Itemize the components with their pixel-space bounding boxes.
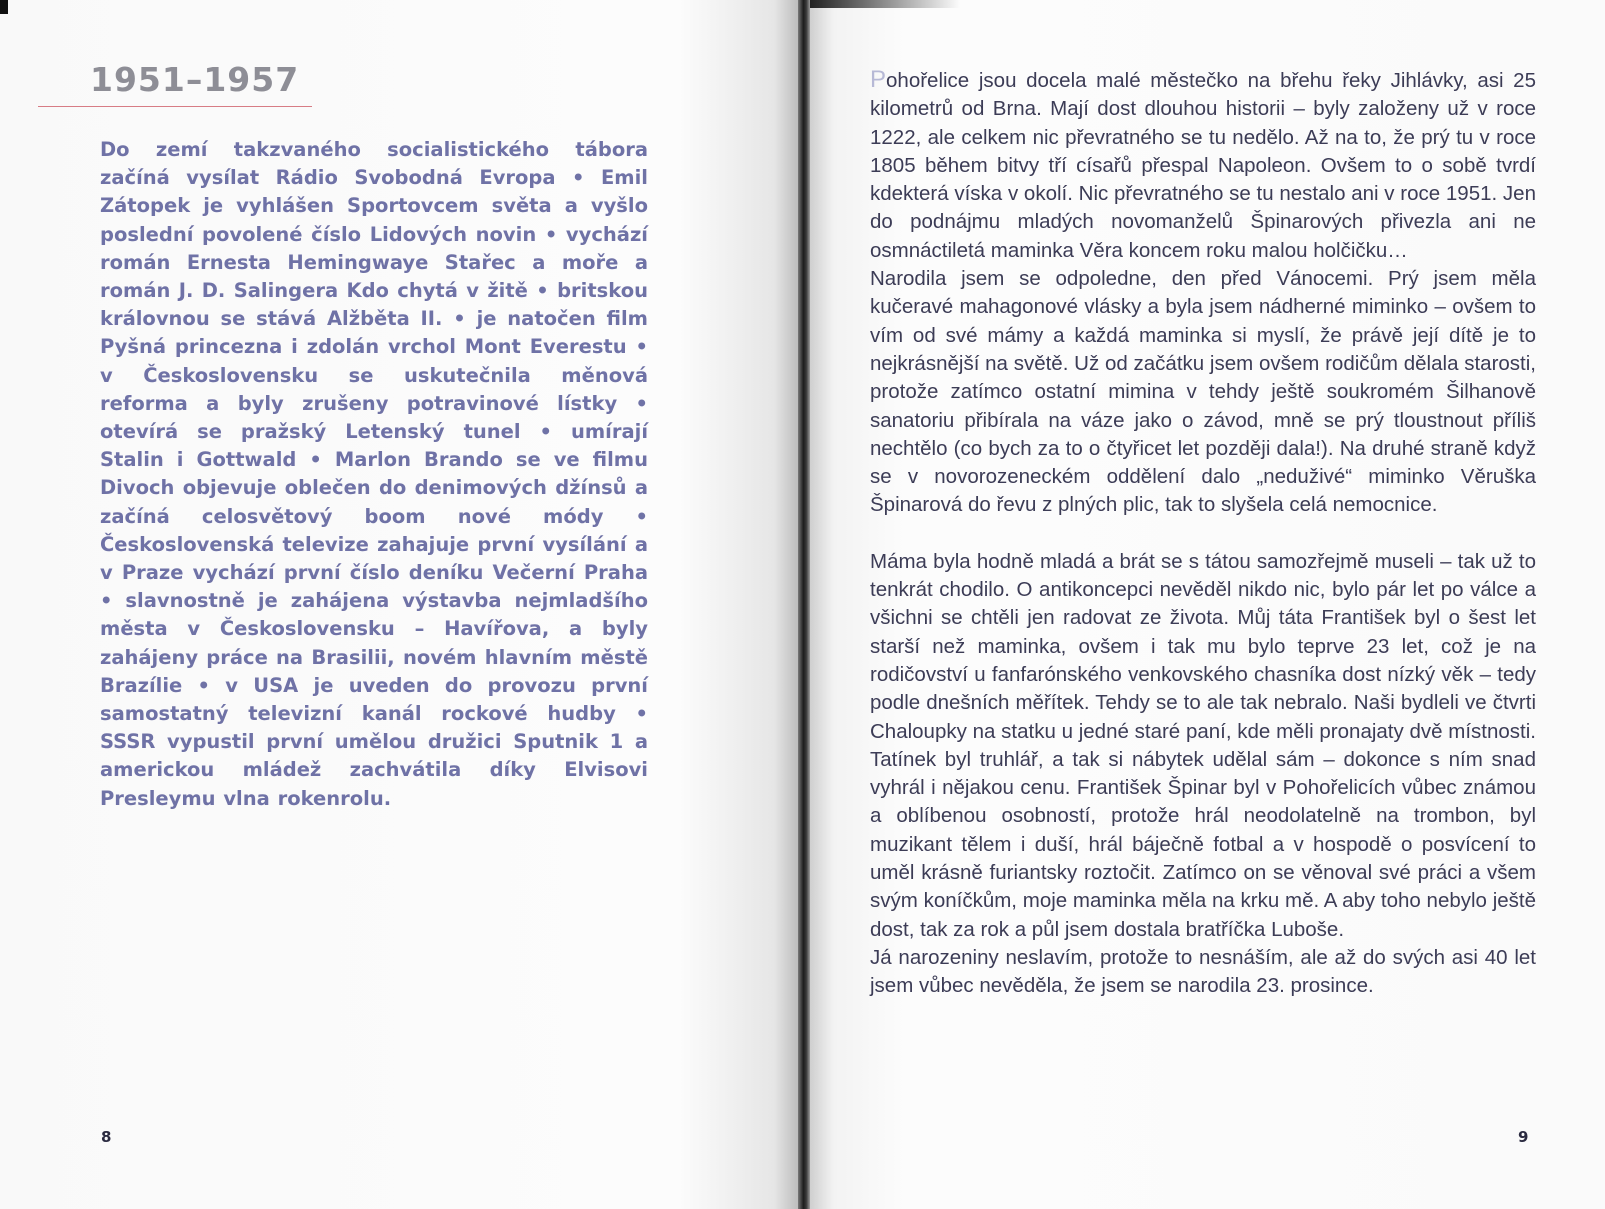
- year-range-heading: 1951–1957: [90, 60, 300, 99]
- paragraph-1-text: ohořelice jsou docela malé městečko na břehu řeky Jihlávky, asi 25 kilometrů od Brna. Mají dost dlouhou historii – byly založeny už v roce 1222, ale celkem nic převratného se tu nedělo. Až na to, že prý tu v roce 1805 během bitvy tří císařů přespal Napoleon. Ovšem to o sobě tvrdí kdekterá víska v okolí. Nic převratného se tu nestalo ani v roce 1951. Jen do podnájmu mladých novomanželů Špinarových přivezla ani ne osmnáctiletá maminka Věra koncem roku malou holčičku…: [870, 69, 1536, 262]
- page-number-right: 9: [1518, 1128, 1529, 1146]
- paragraph-1: [870, 66, 1536, 265]
- left-page: [0, 0, 798, 1209]
- page-number-left: 8: [101, 1128, 112, 1146]
- heading-underline: [38, 106, 312, 107]
- book-spine: [798, 0, 810, 1209]
- paragraph-2: Narodila jsem se odpoledne, den před Vánocemi. Prý jsem měla kučeravé mahagonové vlásky a byla jsem nádherné miminko – ovšem to vím od své mámy a každá maminka si myslí, že právě její dítě je to nejkrásnější na světě. Už od začátku jsem ovšem rodičům dělala starosti, protože zatímco ostatní mimina v tehdy ještě soukromém Šilhanově sanatoriu přibírala na váze jako o závod, mně se prý tloustnout příliš nechtělo (co bych za to o čtyřicet let později dala!). Na druhé straně když se v novorozeneckém oddělení dalo „neduživé“ miminko Věruška Špinarová do řevu z plných plic, tak to slyšela celá nemocnice.: [870, 267, 1536, 517]
- right-page: [810, 0, 1605, 1209]
- drop-cap-initial: P: [870, 66, 887, 93]
- scan-top-shadow: [810, 0, 960, 8]
- timeline-events-text: Do zemí takzvaného socialistického tábora začíná vysílat Rádio Svobodná Evropa • Emil Zátopek je vyhlášen Sportovcem světa a vyšlo poslední povolené číslo Lidových novin • vychází román Ernesta Hemingwaye Stařec a moře a román J. D. Salingera Kdo chytá v žitě • britskou královnou se stává Alžběta II. • je natočen film Pyšná princezna i zdolán vrchol Mont Everestu • v Československu se uskutečnila měnová reforma a byly zrušeny potravinové lístky • otevírá se pražský Letenský tunel • umírají Stalin i Gottwald • Marlon Brando se ve filmu Divoch objevuje oblečen do denimových džínsů a začíná celosvětový boom nové módy • Československá televize zahajuje první vysílání a v Praze vychází první číslo deníku Večerní Praha • slavnostně je zahájena výstavba nejmladšího města v Československu – Havířova, a byly zahájeny práce na Brasilii, novém hlavním městě Brazílie • v USA je uveden do provozu první samostatný televizní kanál rockové hudby • SSSR vypustil první umělou družici Sputnik 1 a americkou mládež zachvátila díky Elvisovi Presleymu vlna rokenrolu.: [100, 138, 648, 810]
- memoir-text-block: [870, 66, 1536, 1001]
- paragraph-3: Máma byla hodně mladá a brát se s tátou samozřejmě museli – tak už to tenkrát chodilo. O antikoncepci nevěděl nikdo nic, bylo pár let po válce a všichni se chtěli jen radovat ze života. Můj táta František byl o šest let starší než maminka, ovšem i tak mu bylo teprve 23 let, což je na rodičovství u fanfarónského venkovského chasníka dost nízký věk – tedy podle dnešních měřítek. Tehdy se to ale tak nebralo. Naši bydleli ve čtvrti Chaloupky na statku u jedné staré paní, kde měli pronajaty dvě místnosti. Tatínek byl truhlář, a tak si nábytek udělal sám – dokonce s ním snad vyhrál i nějakou cenu. František Špinar byl v Pohořelicích vůbec známou a oblíbenou osobností, protože hrál neodolatelně na trombon, byl muzikant tělem i duší, hrál báječně fotbal a v hospodě o posvícení to uměl krásně furiantsky roztočit. Zatímco on se věnoval své práci a všem svým koníčkům, moje maminka měla na krku mě. A aby toho nebylo ještě dost, tak za rok a půl jsem dostala bratříčka Luboše.: [870, 549, 1536, 941]
- scan-corner-mark: [0, 0, 8, 14]
- paragraph-4: Já narozeniny neslavím, protože to nesnáším, ale až do svých asi 40 let jsem vůbec nevěděla, že jsem se narodila 23. prosince.: [870, 945, 1536, 998]
